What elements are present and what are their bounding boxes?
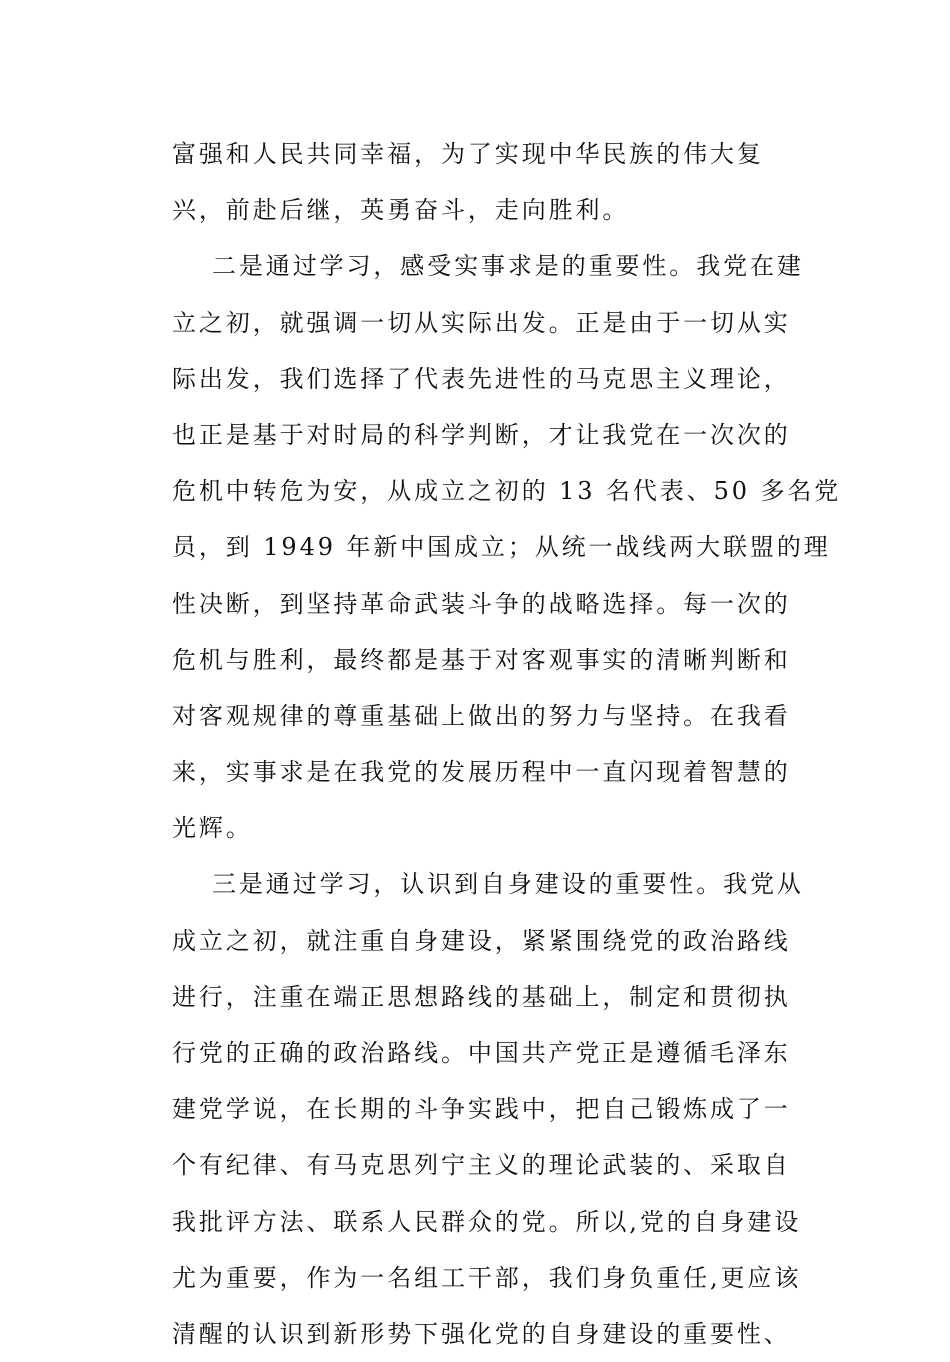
text-line: 立之初，就强调一切从实际出发。正是由于一切从实 (172, 308, 791, 337)
text-line: 尤为重要，作为一名组工干部，我们身负重任,更应该 (172, 1263, 802, 1292)
text-line: 清醒的认识到新形势下强化党的自身建设的重要性、 (172, 1319, 791, 1348)
text-line: 际出发，我们选择了代表先进性的马克思主义理论， (172, 364, 791, 393)
text-line: 危机与胜利，最终都是基于对客观事实的清晰判断和 (172, 645, 791, 674)
text-line: 建党学说，在长期的斗争实践中，把自己锻炼成了一 (172, 1095, 791, 1124)
text-line: 性决断，到坚持革命武装斗争的战略选择。每一次的 (172, 589, 791, 618)
text-line: 富强和人民共同幸福，为了实现中华民族的伟大复 (172, 140, 764, 168)
text-line: 兴，前赴后继，英勇奋斗，走向胜利。 (172, 196, 630, 225)
text-line: 行党的正确的政治路线。中国共产党正是遵循毛泽东 (172, 1039, 791, 1067)
paragraph-start-line: 二是通过学习，感受实事求是的重要性。我党在建 (212, 252, 804, 281)
text-line: 光辉。 (172, 814, 253, 843)
text-line: 个有纪律、有马克思列宁主义的理论武装的、采取自 (172, 1151, 791, 1180)
text-line: 进行，注重在端正思想路线的基础上，制定和贯彻执 (172, 982, 791, 1011)
text-line: 对客观规律的尊重基础上做出的努力与坚持。在我看 (172, 701, 791, 730)
text-line: 来，实事求是在我党的发展历程中一直闪现着智慧的 (172, 758, 791, 787)
text-line: 员，到 1949 年新中国成立；从统一战线两大联盟的理 (172, 533, 831, 562)
body-text (172, 126, 842, 1362)
text-line: 我批评方法、联系人民群众的党。所以,党的自身建设 (172, 1207, 802, 1236)
text-line: 也正是基于对时局的科学判断，才让我党在一次次的 (172, 420, 791, 449)
text-line: 危机中转危为安，从成立之初的 13 名代表、50 多名党 (172, 477, 842, 506)
paragraph-start-line: 三是通过学习，认识到自身建设的重要性。我党从 (212, 870, 804, 899)
text-line: 成立之初，就注重自身建设，紧紧围绕党的政治路线 (172, 926, 791, 955)
